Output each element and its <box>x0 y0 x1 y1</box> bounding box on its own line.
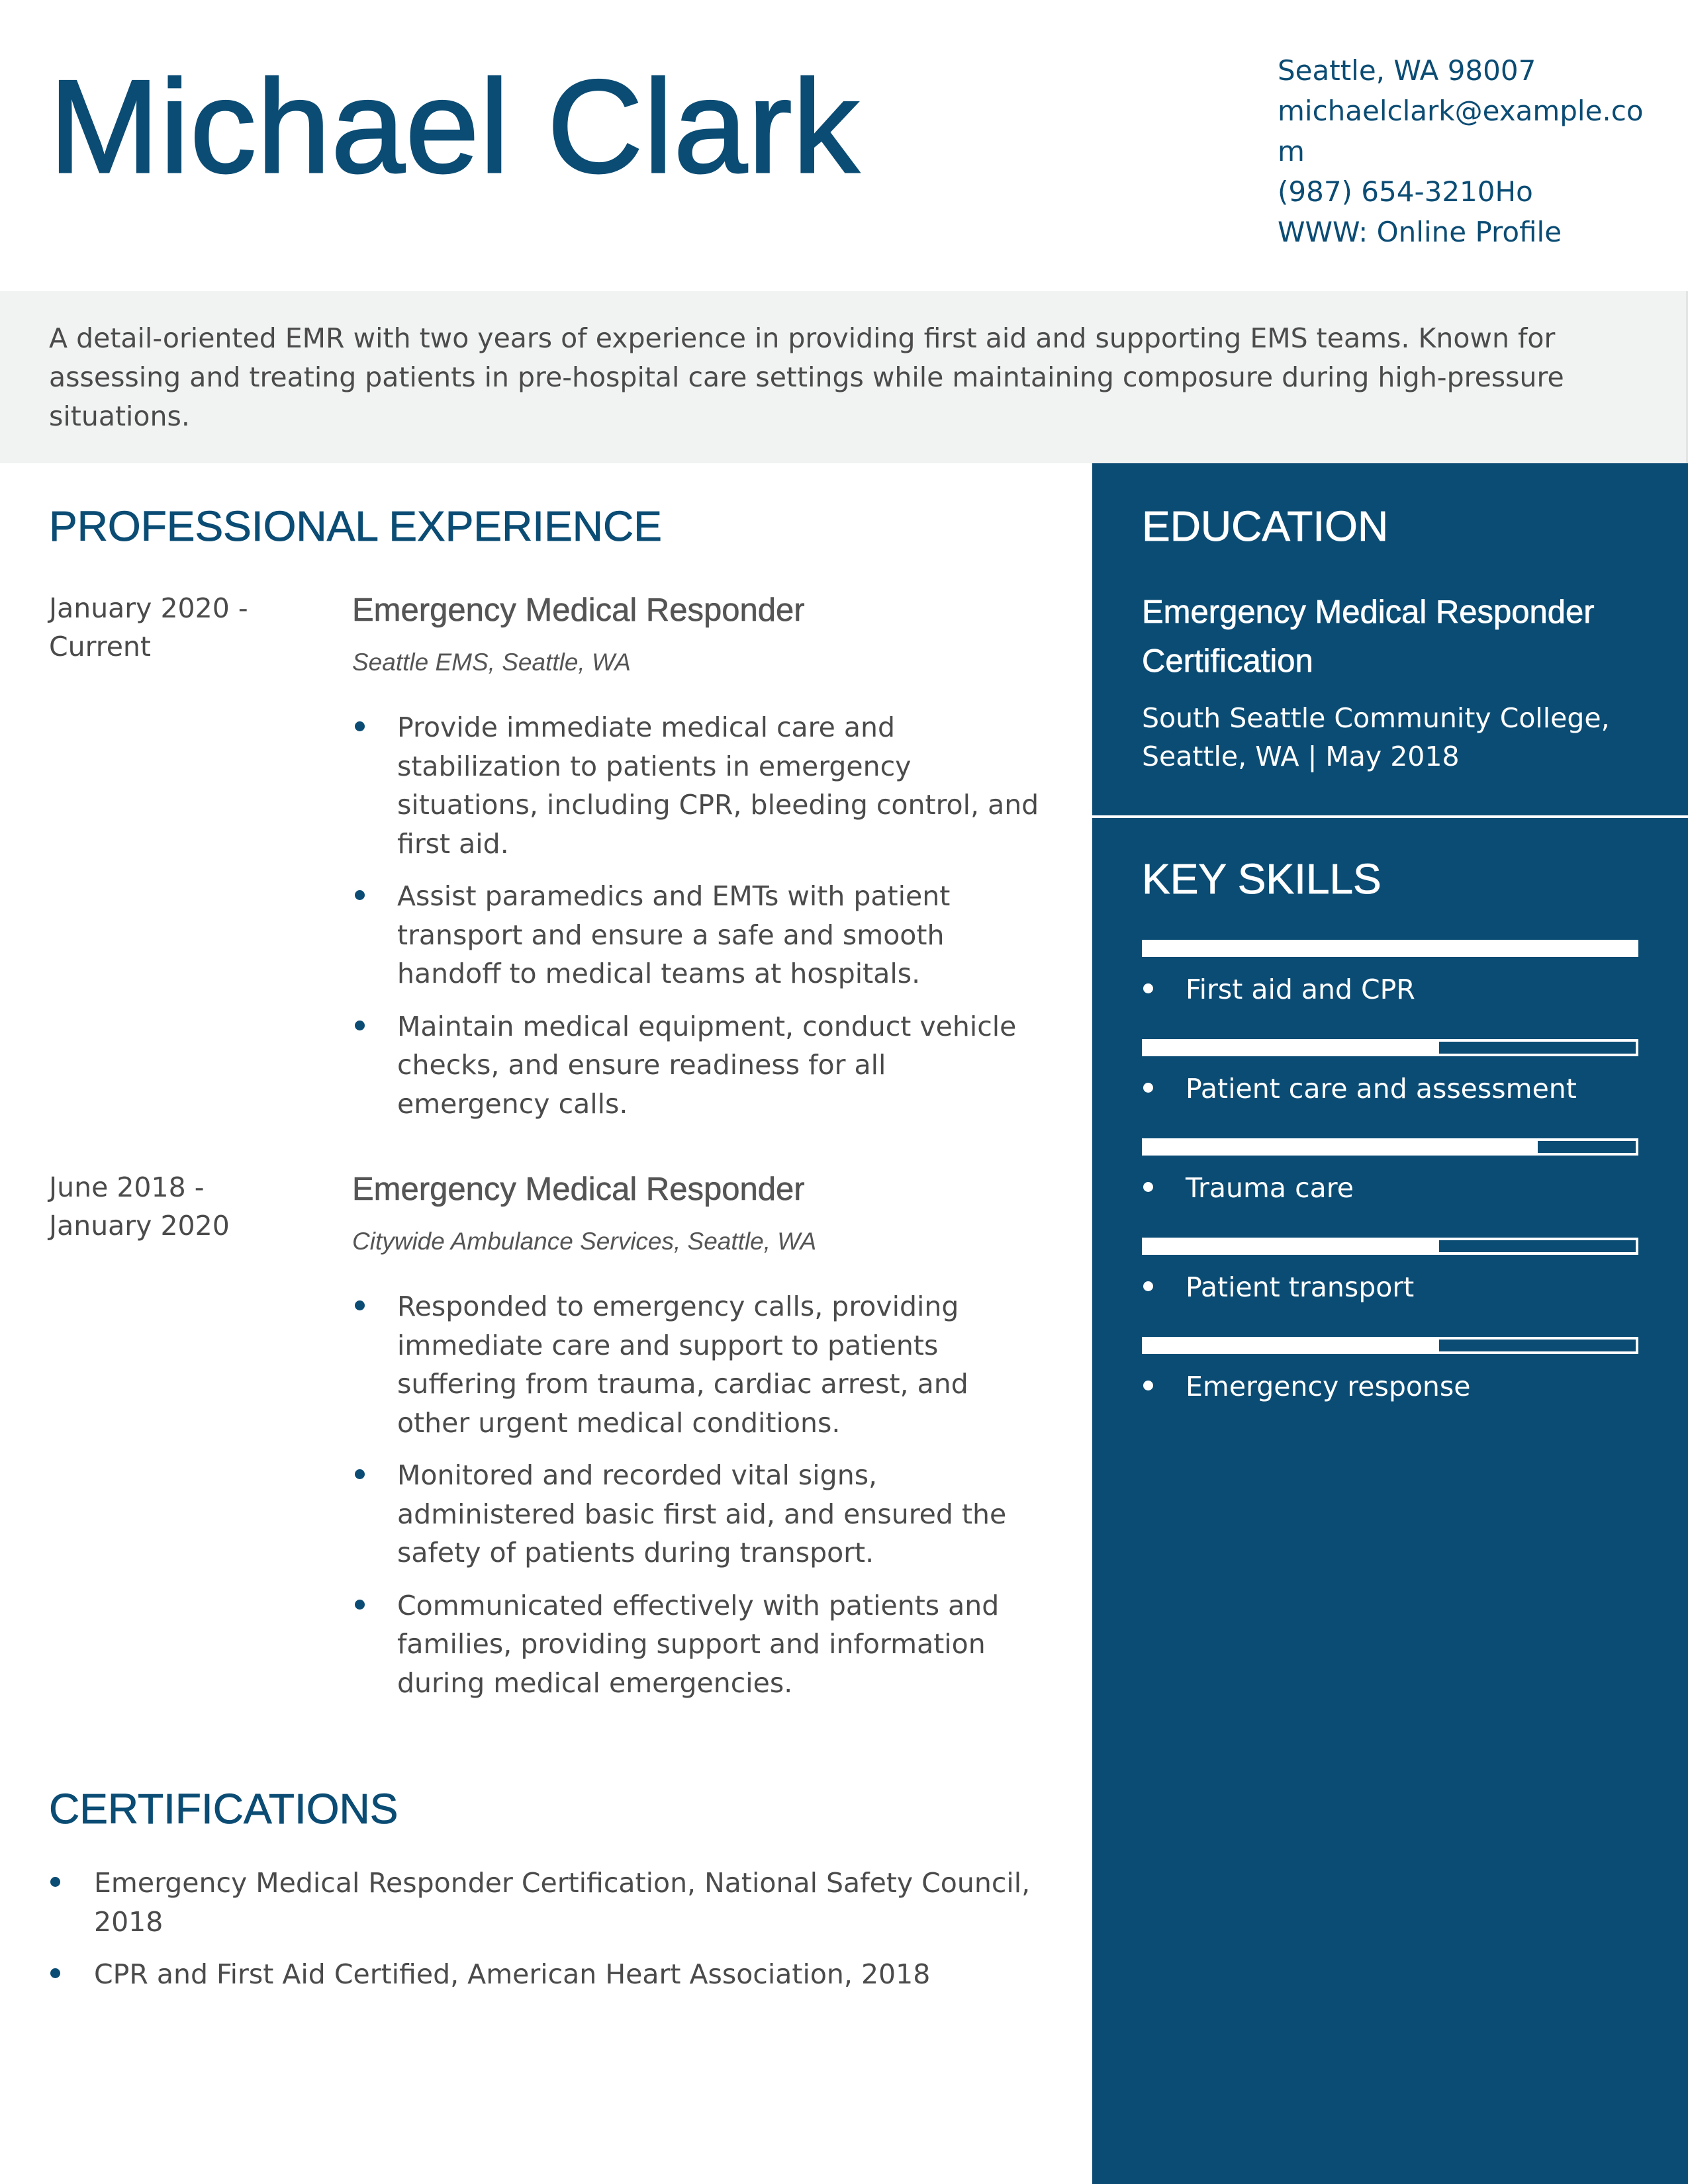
job-company: Seattle EMS, Seattle, WA <box>352 649 631 676</box>
bullet-dot-icon <box>355 890 365 900</box>
skills-heading: KEY SKILLS <box>1142 855 1382 903</box>
job-bullet-text: Maintain medical equipment, conduct vehicle checks, and ensure readiness for all emergency calls. <box>397 1010 1017 1120</box>
skill-level-bar <box>1142 940 1638 957</box>
skill-label <box>1142 970 1415 1009</box>
bullet-dot-icon <box>355 1469 365 1479</box>
skill-label-text: First aid and CPR <box>1186 974 1415 1005</box>
contact-phone: (987) 654-3210Ho <box>1278 175 1533 208</box>
skill-level-bar <box>1142 1039 1638 1056</box>
certifications-list <box>49 1864 1042 2008</box>
skill-label <box>1142 1268 1414 1306</box>
bullet-dot-icon <box>1143 983 1153 993</box>
bullet-dot-icon <box>1143 1083 1153 1093</box>
certification-text: CPR and First Aid Certified, American Heart Association, 2018 <box>94 1958 931 1990</box>
summary-text: A detail-oriented EMR with two years of experience in providing first aid and supporting EMS teams. Known for assessing and treating patients in pre-hospital care settings while maintaining composure during high-pressure situations. <box>49 322 1564 432</box>
job-bullet <box>352 1456 1041 1572</box>
sidebar <box>1092 463 1688 2184</box>
skill-level-fill <box>1145 942 1636 954</box>
job-bullet <box>352 708 1041 863</box>
job-bullets <box>352 1287 1041 1716</box>
skill-label-text: Patient transport <box>1186 1271 1415 1303</box>
skill-level-fill <box>1145 1340 1439 1351</box>
education-heading: EDUCATION <box>1142 502 1389 550</box>
bullet-dot-icon <box>355 1021 365 1030</box>
skill-level-fill <box>1145 1240 1439 1252</box>
skill-label-text: Emergency response <box>1186 1371 1471 1402</box>
job-date-end: Current <box>49 631 151 662</box>
job-bullet-text: Communicated effectively with patients and families, providing support and information during medical emergencies. <box>397 1589 1000 1699</box>
contact-info <box>1278 50 1648 252</box>
bullet-dot-icon <box>50 1877 60 1887</box>
skill-label <box>1142 1367 1471 1406</box>
bullet-dot-icon <box>355 721 365 731</box>
job-bullets <box>352 708 1041 1137</box>
sidebar-divider <box>1092 815 1688 818</box>
job-dates <box>49 589 314 666</box>
contact-website[interactable]: WWW: Online Profile <box>1278 216 1562 248</box>
job-bullet-text: Responded to emergency calls, providing immediate care and support to patients suffering from trauma, cardiac arrest, and other urgent medical conditions. <box>397 1291 968 1439</box>
skill-level-bar <box>1142 1138 1638 1156</box>
contact-location: Seattle, WA 98007 <box>1278 54 1536 87</box>
skill-label-text: Patient care and assessment <box>1186 1073 1577 1105</box>
bullet-dot-icon <box>1143 1182 1153 1192</box>
certification-text: Emergency Medical Responder Certification, National Safety Council, 2018 <box>94 1867 1031 1938</box>
contact-email[interactable]: michaelclark@example.com <box>1278 95 1644 167</box>
candidate-name: Michael Clark <box>49 53 860 201</box>
education-school: South Seattle Community College, Seattle, WA | May 2018 <box>1142 702 1610 772</box>
job-title: Emergency Medical Responder <box>352 1171 805 1207</box>
education-degree: Emergency Medical Responder Certification <box>1142 594 1595 679</box>
job-bullet-text: Provide immediate medical care and stabilization to patients in emergency situations, including CPR, bleeding control, and first aid. <box>397 711 1039 860</box>
skill-level-bar <box>1142 1238 1638 1255</box>
skill-label-text: Trauma care <box>1186 1172 1354 1204</box>
bullet-dot-icon <box>1143 1281 1153 1291</box>
job-dates <box>49 1168 314 1245</box>
certification-item <box>49 1955 1042 1994</box>
job-date-start: June 2018 - <box>49 1171 205 1203</box>
skill-label <box>1142 1069 1577 1108</box>
certification-item <box>49 1864 1042 1941</box>
skill-level-bar <box>1142 1337 1638 1354</box>
summary-band <box>0 291 1688 463</box>
bullet-dot-icon <box>50 1968 60 1978</box>
job-bullet <box>352 1287 1041 1442</box>
bullet-dot-icon <box>1143 1381 1153 1390</box>
skill-level-fill <box>1145 1042 1439 1054</box>
skill-level-fill <box>1145 1141 1538 1153</box>
resume-header <box>0 0 1688 291</box>
job-date-end: January 2020 <box>49 1210 230 1242</box>
bullet-dot-icon <box>355 1300 365 1310</box>
skill-label <box>1142 1169 1354 1207</box>
job-date-start: January 2020 - <box>49 592 248 624</box>
job-bullet-text: Monitored and recorded vital signs, administered basic first aid, and ensured the safety of patients during transport. <box>397 1459 1007 1569</box>
job-bullet <box>352 1586 1041 1703</box>
job-bullet-text: Assist paramedics and EMTs with patient transport and ensure a safe and smooth handoff to medical teams at hospitals. <box>397 880 951 989</box>
certifications-heading: CERTIFICATIONS <box>49 1785 399 1833</box>
bullet-dot-icon <box>355 1600 365 1610</box>
job-company: Citywide Ambulance Services, Seattle, WA <box>352 1228 817 1255</box>
experience-heading: PROFESSIONAL EXPERIENCE <box>49 502 662 550</box>
job-bullet <box>352 877 1041 993</box>
job-bullet <box>352 1007 1041 1124</box>
job-title: Emergency Medical Responder <box>352 592 805 628</box>
